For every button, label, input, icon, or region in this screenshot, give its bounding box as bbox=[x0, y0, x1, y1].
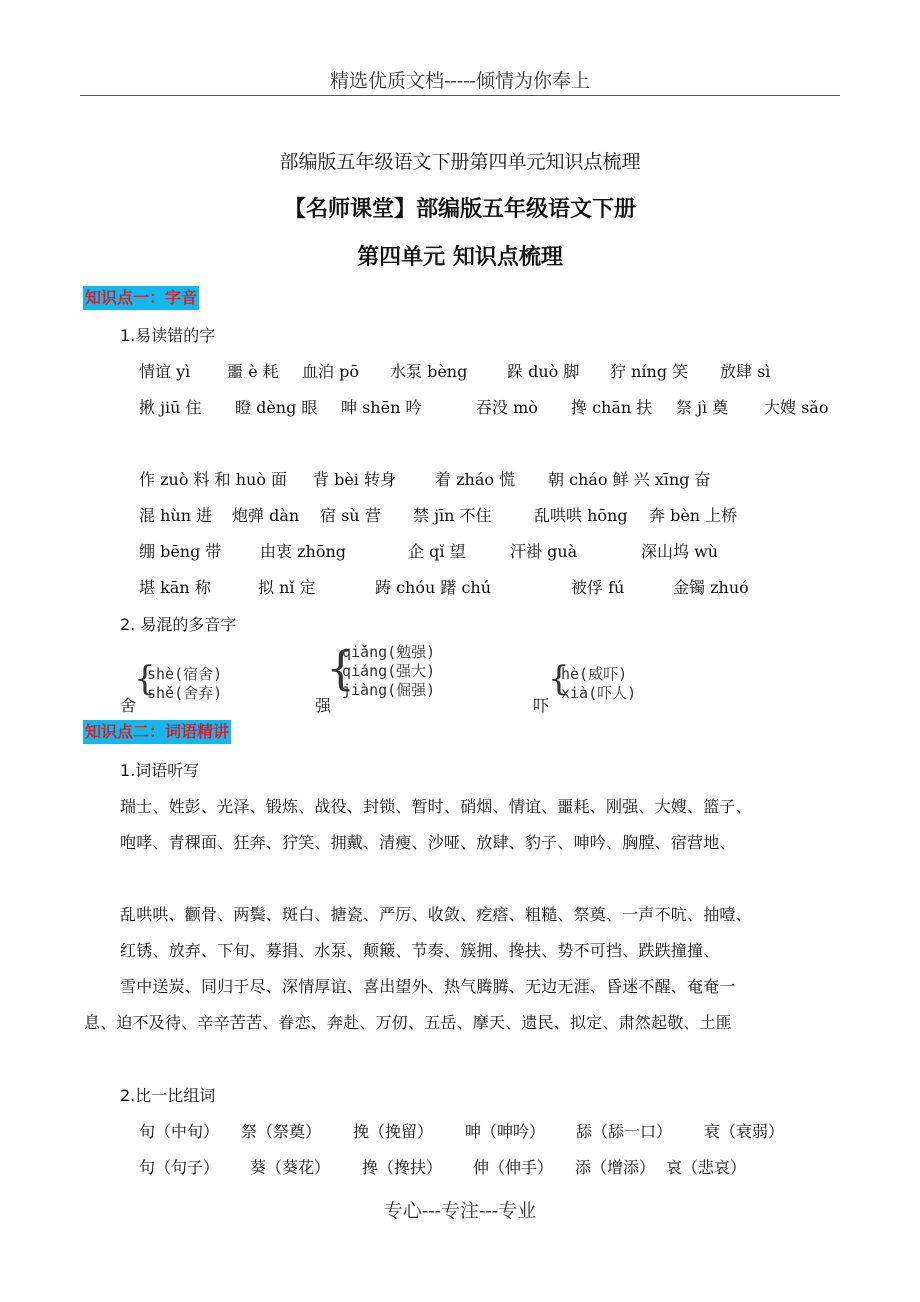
pinyin-item: 混 hùn 进 bbox=[139, 506, 213, 525]
subheading-misread-chars: 1.易读错的字 bbox=[120, 326, 216, 345]
compare-row bbox=[139, 1155, 746, 1178]
polyphone-reading: qiǎng(勉强) bbox=[342, 643, 436, 661]
pinyin-item: 水泵 bèng bbox=[390, 362, 468, 381]
compare-item: 舔（舔一口） bbox=[576, 1122, 673, 1141]
vocab-line: 咆哮、青稞面、狂奔、狞笑、拥戴、清瘦、沙哑、放肆、豹子、呻吟、胸膛、宿营地、 bbox=[120, 833, 736, 852]
compare-item: 伸（伸手） bbox=[473, 1158, 554, 1177]
pinyin-item: 由衷 zhōng bbox=[260, 542, 347, 561]
polyphone-reading: hè(威吓) bbox=[561, 665, 628, 683]
pinyin-item: 奔 bèn 上桥 bbox=[649, 506, 738, 525]
pinyin-row bbox=[139, 539, 718, 562]
compare-item: 祭（祭奠） bbox=[241, 1122, 322, 1141]
subheading-polyphones: 2. 易混的多音字 bbox=[120, 615, 237, 634]
pinyin-item: 噩 è 耗 bbox=[227, 362, 279, 381]
page-header: 精选优质文档-----倾情为你奉上 bbox=[329, 70, 591, 92]
polyphone-reading: jiàng(倔强) bbox=[342, 681, 436, 699]
compare-item: 搀（搀扶） bbox=[362, 1158, 443, 1177]
vocab-line: 雪中送炭、同归于尽、深情厚谊、喜出望外、热气腾腾、无边无涯、昏迷不醒、奄奄一 bbox=[120, 977, 736, 996]
compare-item: 旬（中旬） bbox=[139, 1122, 220, 1141]
pinyin-item: 大嫂 sǎo bbox=[764, 398, 829, 417]
polyphone-char: 舍 bbox=[120, 696, 137, 715]
polyphone-reading: shě(舍弃) bbox=[147, 684, 223, 702]
subheading-dictation: 1.词语听写 bbox=[120, 761, 200, 780]
polyphone-reading: xià(吓人) bbox=[561, 684, 637, 702]
pinyin-row bbox=[139, 359, 770, 382]
vocab-line: 瑞士、姓彭、光泽、锻炼、战役、封锁、暂时、硝烟、情谊、噩耗、刚强、大嫂、篮子、 bbox=[120, 797, 752, 816]
pinyin-item: 被俘 fú bbox=[571, 578, 625, 597]
pinyin-item: 宿 sù 营 bbox=[320, 506, 381, 525]
pinyin-item: 情谊 yì bbox=[139, 362, 191, 381]
main-title-line-2: 第四单元 知识点梳理 bbox=[357, 245, 563, 270]
compare-row bbox=[139, 1119, 784, 1142]
document-title: 部编版五年级语文下册第四单元知识点梳理 bbox=[279, 151, 641, 173]
compare-item: 挽（挽留） bbox=[353, 1122, 434, 1141]
pinyin-item: 金镯 zhuó bbox=[673, 578, 749, 597]
vocab-line: 乱哄哄、颧骨、两鬓、斑白、搪瓷、严厉、收敛、疙瘩、粗糙、祭奠、一声不吭、抽噎、 bbox=[120, 905, 752, 924]
pinyin-item: 着 zháo 慌 bbox=[435, 470, 516, 489]
pinyin-item: 炮弹 dàn bbox=[232, 506, 300, 525]
pinyin-item: 呻 shēn 吟 bbox=[341, 398, 422, 417]
pinyin-item: 企 qǐ 望 bbox=[408, 542, 466, 561]
pinyin-item: 血泊 pō bbox=[302, 362, 359, 381]
brace-icon: { bbox=[548, 659, 570, 699]
pinyin-item: 祭 jì 奠 bbox=[676, 398, 729, 417]
brace-icon: { bbox=[134, 659, 156, 699]
pinyin-item: 踌 chóu 躇 chú bbox=[375, 578, 492, 597]
pinyin-row bbox=[139, 575, 749, 598]
pinyin-row bbox=[139, 395, 828, 418]
pinyin-row bbox=[139, 503, 737, 526]
pinyin-item: 跺 duò 脚 bbox=[507, 362, 580, 381]
pinyin-item: 吞没 mò bbox=[476, 398, 538, 417]
compare-item: 添（增添） bbox=[575, 1158, 656, 1177]
polyphone-reading: qiáng(强大) bbox=[342, 662, 436, 680]
section-heading-pronunciation: 知识点一：字音 bbox=[83, 286, 199, 310]
pinyin-item: 深山坞 wù bbox=[641, 542, 719, 561]
vocab-line: 息、迫不及待、辛辛苦苦、眷恋、奔赴、万仞、五岳、摩天、遗民、拟定、肃然起敬、土匪 bbox=[84, 1013, 733, 1032]
pinyin-item: 搀 chān 扶 bbox=[571, 398, 653, 417]
pinyin-item: 朝 cháo 鲜 兴 xīng 奋 bbox=[548, 470, 711, 489]
compare-item: 呻（呻吟） bbox=[465, 1122, 546, 1141]
pinyin-item: 乱哄哄 hōng bbox=[534, 506, 628, 525]
header-divider bbox=[80, 95, 840, 96]
subheading-compare: 2.比一比组词 bbox=[120, 1086, 216, 1105]
pinyin-row bbox=[139, 467, 711, 490]
vocab-line: 红锈、放弃、下旬、募捐、水泵、颠簸、节奏、簇拥、搀扶、势不可挡、跌跌撞撞、 bbox=[120, 941, 720, 960]
compare-item: 句（句子） bbox=[139, 1158, 220, 1177]
section-heading-vocabulary: 知识点二：词语精讲 bbox=[83, 720, 231, 744]
pinyin-item: 堪 kān 称 bbox=[139, 578, 211, 597]
brace-icon: { bbox=[326, 641, 356, 695]
polyphone-reading: shè(宿舍) bbox=[147, 665, 223, 683]
pinyin-item: 狞 níng 笑 bbox=[610, 362, 689, 381]
compare-item: 衰（衰弱） bbox=[704, 1122, 785, 1141]
pinyin-item: 绷 bēng 带 bbox=[139, 542, 222, 561]
pinyin-item: 放肆 sì bbox=[720, 362, 771, 381]
page-footer: 专心---专注---专业 bbox=[383, 1200, 537, 1222]
pinyin-item: 瞪 dèng 眼 bbox=[235, 398, 318, 417]
pinyin-item: 背 bèi 转身 bbox=[313, 470, 397, 489]
pinyin-item: 揪 jiū 住 bbox=[139, 398, 202, 417]
polyphone-char: 强 bbox=[315, 696, 332, 715]
pinyin-item: 汗褂 guà bbox=[510, 542, 578, 561]
pinyin-item: 拟 nǐ 定 bbox=[258, 578, 316, 597]
pinyin-item: 禁 jīn 不住 bbox=[413, 506, 492, 525]
pinyin-item: 作 zuò 料 和 huò 面 bbox=[139, 470, 288, 489]
main-title-line-1: 【名师课堂】部编版五年级语文下册 bbox=[283, 197, 636, 222]
compare-item: 哀（悲哀） bbox=[666, 1158, 747, 1177]
compare-item: 葵（葵花） bbox=[250, 1158, 331, 1177]
polyphone-char: 吓 bbox=[533, 696, 550, 715]
